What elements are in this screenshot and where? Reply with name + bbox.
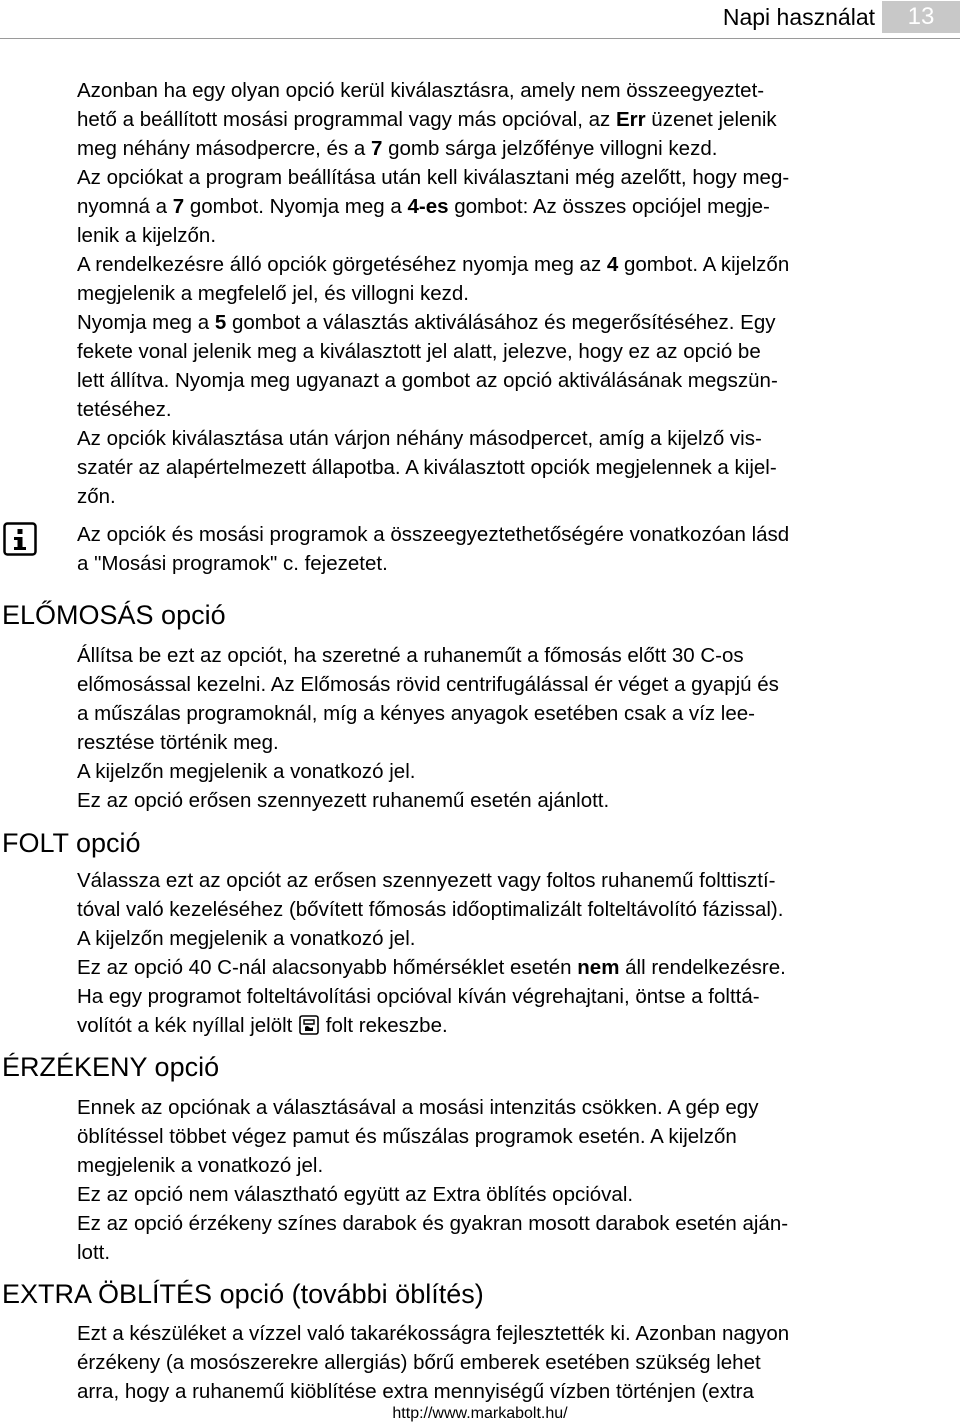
section-heading-prewash: ELŐMOSÁS opció: [2, 600, 226, 630]
text-line: Ez az opció nem választható együtt az Extra öblítés opcióval.: [77, 1183, 634, 1206]
info-icon: [3, 522, 37, 556]
section-body-sensitive: [77, 1093, 957, 1267]
text-line: volítót a kék nyíllal jelölt folt rekeszbe.: [77, 1014, 448, 1037]
text-line: Az opciók és mosási programok a összeegyeztethetőségére vonatkozóan lásd: [77, 523, 790, 546]
text-line: arra, hogy a ruhanemű kiöblítése extra mennyiségű vízben történjen (extra: [77, 1380, 754, 1403]
text-line: öblítéssel többet végez pamut és műszálas programok esetén. A kijelzőn: [77, 1125, 737, 1148]
text-line: érzékeny (a mosószerekre allergiás) bőrű emberek esetében szükség lehet: [77, 1351, 761, 1374]
text-line: Állítsa be ezt az opciót, ha szeretné a ruhaneműt a főmosás előtt 30 C-os: [77, 644, 744, 667]
footer-url: http://www.markabolt.hu/: [392, 1405, 568, 1422]
text-line: Ezt a készüléket a vízzel való takarékosságra fejlesztették ki. Azonban nagyon: [77, 1322, 790, 1345]
text-line: Azonban ha egy olyan opció kerül kiválasztásra, amely nem összeegyeztet-: [77, 79, 765, 102]
section-heading-stain: FOLT opció: [2, 828, 141, 858]
text-line: lenik a kijelzőn.: [77, 224, 217, 247]
button-number: 7: [371, 137, 383, 160]
text-line: zőn.: [77, 485, 116, 508]
section-heading-sensitive: ÉRZÉKENY opció: [2, 1052, 220, 1082]
section-body-stain: [77, 866, 957, 1040]
text-line: resztése történik meg.: [77, 731, 279, 754]
text-line: Ez az opció érzékeny színes darabok és gyakran mosott darabok esetén aján-: [77, 1212, 789, 1235]
text-line: megjelenik a vonatkozó jel.: [77, 1154, 324, 1177]
button-number: 4-es: [407, 195, 449, 218]
text-line: Ez az opció 40 C-nál alacsonyabb hőmérséklet esetén nem áll rendelkezésre.: [77, 956, 786, 979]
text-line: Ez az opció erősen szennyezett ruhanemű esetén ajánlott.: [77, 789, 610, 812]
text-line: előmosással kezelni. Az Előmosás rövid centrifugálással ér véget a gyapjú és: [77, 673, 779, 696]
text-line: a műszálas programoknál, míg a kényes anyagok esetében csak a víz lee-: [77, 702, 755, 725]
button-number: 5: [214, 311, 227, 334]
section-body-extra-rinse: [77, 1319, 957, 1406]
section-heading-extra-rinse: EXTRA ÖBLÍTÉS opció (további öblítés): [2, 1279, 484, 1309]
text-line: lott.: [77, 1241, 111, 1264]
page-number: 13: [882, 1, 960, 33]
stain-compartment-icon: [298, 1014, 320, 1036]
page-header: [0, 0, 960, 40]
header-divider: [0, 38, 960, 39]
text-line: lett állítva. Nyomja meg ugyanazt a gombot az opció aktiválásának megszün-: [77, 369, 778, 392]
text-line: hető a beállított mosási programmal vagy más opcióval, az Err üzenet jelenik: [77, 108, 777, 131]
text-line: szatér az alapértelmezett állapotba. A kiválasztott opciók megjelennek a kijel-: [77, 456, 777, 479]
text-line: a "Mosási programok" c. fejezetet.: [77, 552, 388, 575]
text-line: megjelenik a megfelelő jel, és villogni kezd.: [77, 282, 469, 305]
text-line: Ha egy programot folteltávolítási opcióval kíván végrehajtani, öntse a folttá-: [77, 985, 760, 1008]
error-code: Err: [615, 108, 646, 131]
button-number: 4: [606, 253, 619, 276]
text-line: Válassza ezt az opciót az erősen szennyezett vagy foltos ruhanemű folttisztí-: [77, 869, 776, 892]
section-body-prewash: [77, 641, 957, 815]
text-line: tóval való kezeléséhez (bővített főmosás időoptimalizált folteltávolító fázissal).: [77, 898, 784, 921]
text-line: fekete vonal jelenik meg a kiválasztott jel alatt, jelezve, hogy ez az opció be: [77, 340, 761, 363]
text-line: Nyomja meg a 5 gombot a választás aktiválásához és megerősítéséhez. Egy: [77, 311, 776, 334]
button-number: 7: [172, 195, 185, 218]
text-line: nyomná a 7 gombot. Nyomja meg a 4-es gombot: Az összes opciójel megje-: [77, 195, 770, 218]
text-line: Az opciókat a program beállítása után kell kiválasztani még azelőtt, hogy meg-: [77, 166, 790, 189]
text-line: tetéséhez.: [77, 398, 172, 421]
text-line: Az opciók kiválasztása után várjon néhány másodpercet, amíg a kijelző vis-: [77, 427, 762, 450]
info-note: [77, 520, 957, 578]
text-line: A rendelkezésre álló opciók görgetéséhez nyomja meg az 4 gombot. A kijelzőn: [77, 253, 790, 276]
text-line: Ennek az opciónak a választásával a mosási intenzitás csökken. A gép egy: [77, 1096, 759, 1119]
text-line: A kijelzőn megjelenik a vonatkozó jel.: [77, 760, 416, 783]
intro-paragraph: [77, 76, 957, 511]
header-title: Napi használat: [722, 4, 875, 30]
text-line: A kijelzőn megjelenik a vonatkozó jel.: [77, 927, 416, 950]
text-line: meg néhány másodpercre, és a 7 gomb sárga jelzőfénye villogni kezd.: [77, 137, 718, 160]
emphasis-word: nem: [577, 956, 620, 979]
